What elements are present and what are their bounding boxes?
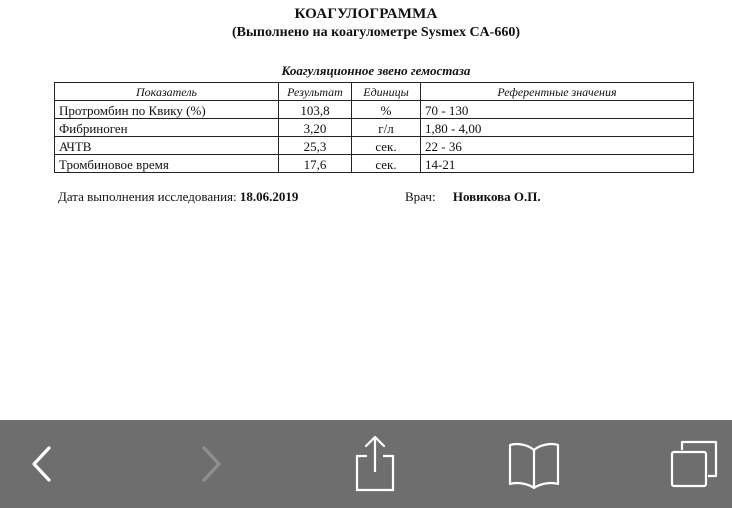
header-result: Результат <box>279 83 352 101</box>
tabs-icon <box>668 438 720 490</box>
exam-date-value: 18.06.2019 <box>239 189 299 204</box>
cell-reference: 1,80 - 4,00 <box>421 119 694 137</box>
cell-reference: 14-21 <box>421 155 694 173</box>
share-icon <box>353 434 397 494</box>
cell-result: 3,20 <box>279 119 352 137</box>
header-name: Показатель <box>55 83 279 101</box>
chevron-left-icon <box>29 444 55 484</box>
cell-reference: 70 - 130 <box>421 101 694 119</box>
share-button[interactable] <box>335 420 415 508</box>
forward-button[interactable] <box>171 420 251 508</box>
cell-units: сек. <box>352 137 421 155</box>
table-row <box>55 119 694 137</box>
doctor-name: Новикова О.П. <box>452 189 541 204</box>
bookmarks-button[interactable] <box>494 420 574 508</box>
header-reference: Референтные значения <box>421 83 694 101</box>
table-row <box>55 155 694 173</box>
table-header-row <box>55 83 694 101</box>
results-table <box>54 82 694 173</box>
exam-date <box>58 189 298 205</box>
cell-name: Тромбиновое время <box>55 155 279 173</box>
table-row <box>55 101 694 119</box>
cell-units: сек. <box>352 155 421 173</box>
cell-name: Фибриноген <box>55 119 279 137</box>
cell-result: 25,3 <box>279 137 352 155</box>
doctor-label: Врач: <box>405 189 436 204</box>
section-title: Коагуляционное звено гемостаза <box>281 63 471 78</box>
document-subtitle: (Выполнено на коагулометре Sysmex CA-660) <box>231 25 520 40</box>
cell-name: Протромбин по Квику (%) <box>55 101 279 119</box>
doctor <box>405 189 541 205</box>
table-row <box>55 137 694 155</box>
browser-toolbar <box>0 420 732 508</box>
cell-units: % <box>352 101 421 119</box>
cell-result: 103,8 <box>279 101 352 119</box>
cell-name: АЧТВ <box>55 137 279 155</box>
header-units: Единицы <box>352 83 421 101</box>
tabs-button[interactable] <box>654 420 732 508</box>
exam-date-label: Дата выполнения исследования: <box>58 189 237 204</box>
document-title: КОАГУЛОГРАММА <box>294 6 438 22</box>
back-button[interactable] <box>2 420 82 508</box>
cell-reference: 22 - 36 <box>421 137 694 155</box>
cell-units: г/л <box>352 119 421 137</box>
book-icon <box>507 438 561 490</box>
cell-result: 17,6 <box>279 155 352 173</box>
chevron-right-icon <box>198 444 224 484</box>
